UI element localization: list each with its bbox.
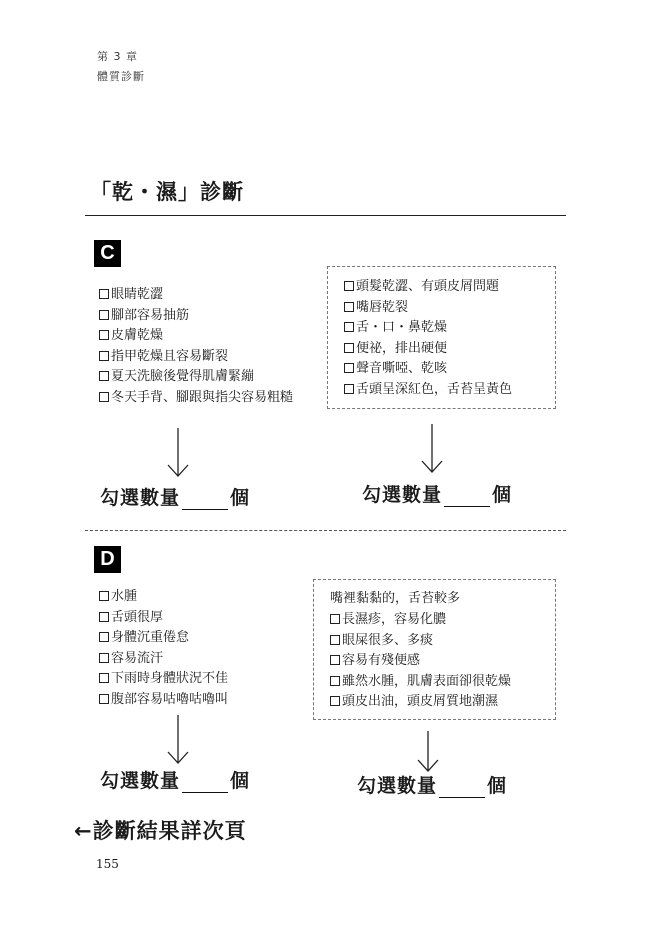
down-arrow-icon [421,424,443,474]
checkbox[interactable] [99,632,109,642]
checkbox[interactable] [99,694,109,704]
checklist-item[interactable]: 眼屎很多、多痰 [330,631,511,652]
checkbox[interactable] [99,310,109,320]
checklist-item[interactable]: 眼睛乾澀 [99,285,309,306]
checklist-item[interactable]: 冬天手背、腳跟與指尖容易粗糙 [99,388,309,409]
checklist-item[interactable]: 身體沉重倦怠 [99,628,309,649]
checkbox[interactable] [330,696,340,706]
checkbox[interactable] [99,392,109,402]
checklist-item[interactable]: 容易流汗 [99,649,309,670]
section-d-right-box [313,579,556,720]
down-arrow-icon [417,731,439,773]
checklist-item[interactable]: 便祕，排出硬便 [344,339,512,360]
checkbox[interactable] [330,676,340,686]
down-arrow-icon [167,715,189,765]
checkbox[interactable] [330,614,340,624]
checkbox[interactable] [99,673,109,683]
section-label: 體質診斷 [97,70,145,83]
checkbox[interactable] [344,363,354,373]
section-d-badge: D [94,546,121,573]
chapter-label: 第 3 章 [97,50,138,63]
down-arrow-icon [167,428,189,478]
section-c-right-box [327,266,556,409]
checkbox[interactable] [99,330,109,340]
checklist-item[interactable]: 頭皮出油，頭皮屑質地潮濕 [330,692,511,713]
checkbox[interactable] [99,591,109,601]
checklist-item[interactable]: 舌頭很厚 [99,608,309,629]
checklist-item[interactable]: 夏天洗臉後覺得肌膚緊繃 [99,367,309,388]
section-c-left-tally: 勾選數量 個 [100,487,251,509]
checklist-item[interactable]: 腹部容易咕嚕咕嚕叫 [99,690,309,711]
checklist-item[interactable]: 腳部容易抽筋 [99,306,309,327]
checkbox[interactable] [344,322,354,332]
section-c-badge: C [94,240,121,267]
checkbox[interactable] [330,635,340,645]
checklist-item[interactable]: 水腫 [99,587,309,608]
section-d-right-checklist [330,610,511,713]
title-divider [85,215,566,216]
checkbox[interactable] [99,371,109,381]
checklist-item[interactable]: 長濕疹，容易化膿 [330,610,511,631]
count-blank[interactable] [182,774,228,793]
checklist-item[interactable]: 雖然水腫，肌膚表面卻很乾燥 [330,672,511,693]
next-page-link[interactable]: ←診斷結果詳次頁 [74,819,247,843]
count-blank[interactable] [182,491,228,510]
checklist-item[interactable]: 指甲乾燥且容易斷裂 [99,347,309,368]
checklist-item[interactable]: 頭髮乾澀、有頭皮屑問題 [344,277,512,298]
section-d-left-tally: 勾選數量 個 [100,770,251,792]
section-d-right-tally: 勾選數量 個 [357,775,508,797]
checkbox[interactable] [344,384,354,394]
checkbox[interactable] [330,655,340,665]
checkbox[interactable] [344,343,354,353]
checkbox[interactable] [99,351,109,361]
page-title: 「乾・濕」診斷 [90,180,244,204]
checklist-item[interactable]: 下雨時身體狀況不佳 [99,669,309,690]
checklist-item[interactable]: 皮膚乾燥 [99,326,309,347]
checkbox[interactable] [344,281,354,291]
section-c-right-checklist [344,277,512,401]
section-c-right-tally: 勾選數量 個 [362,484,513,506]
section-d-right-lead: 嘴裡黏黏的，舌苔較多 [330,591,461,606]
checkbox[interactable] [344,302,354,312]
checklist-item[interactable]: 舌・口・鼻乾燥 [344,318,512,339]
checklist-item[interactable]: 聲音嘶啞、乾咳 [344,359,512,380]
checklist-item[interactable]: 舌頭呈深紅色，舌苔呈黃色 [344,380,512,401]
page-number: 155 [96,857,119,871]
section-divider [85,530,566,531]
checkbox[interactable] [99,653,109,663]
checkbox[interactable] [99,289,109,299]
section-c-left-checklist [99,285,309,409]
section-d-left-checklist [99,587,309,711]
checklist-item[interactable]: 嘴唇乾裂 [344,298,512,319]
checkbox[interactable] [99,612,109,622]
count-blank[interactable] [444,488,490,507]
count-blank[interactable] [439,779,485,798]
checklist-item[interactable]: 容易有殘便感 [330,651,511,672]
